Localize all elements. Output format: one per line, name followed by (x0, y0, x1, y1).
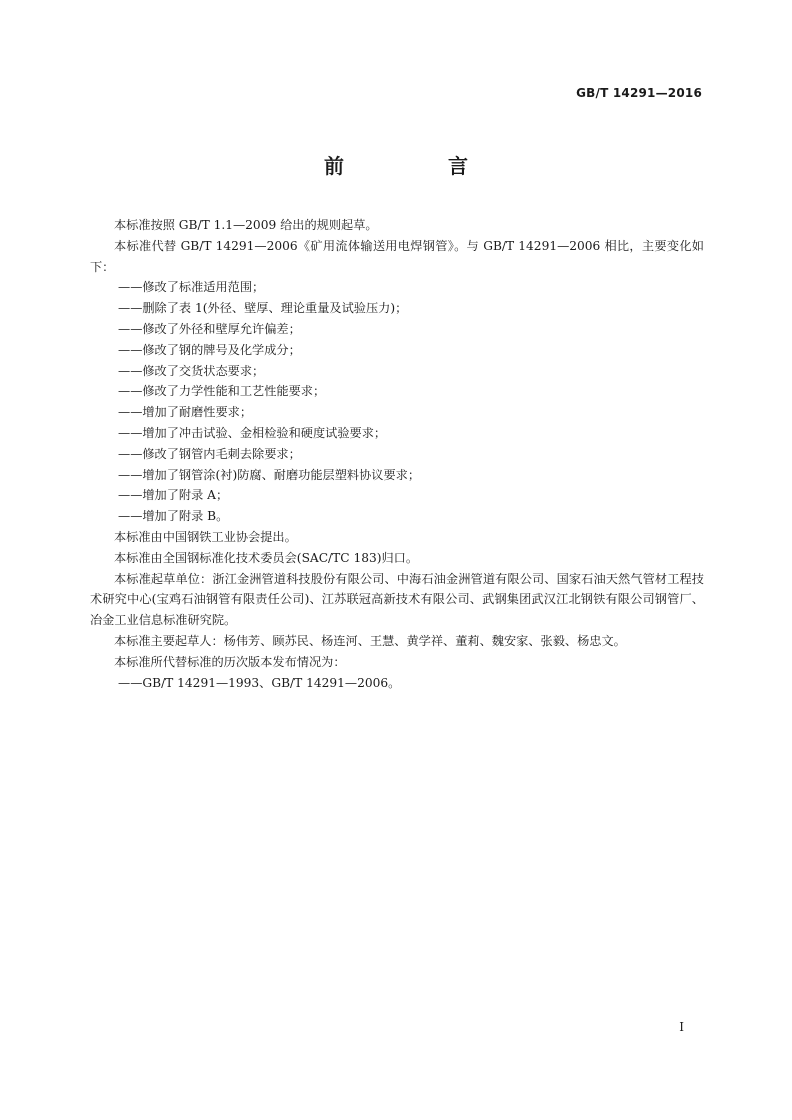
paragraph-drafters: 本标准主要起草人：杨伟芳、顾苏民、杨连河、王慧、黄学祥、董莉、魏安家、张毅、杨忠文。 (114, 633, 626, 648)
change-item: ——修改了标准适用范围； (118, 280, 265, 295)
paragraph-drafting-rules: 本标准按照 GB/T 1.1—2009 给出的规则起草。 (114, 218, 378, 232)
history-item: ——GB/T 14291—1993、GB/T 14291—2006。 (118, 675, 401, 690)
change-item: ——修改了交货状态要求； (118, 363, 265, 378)
change-item: ——修改了力学性能和工艺性能要求； (118, 384, 326, 399)
change-item: ——修改了外径和壁厚允许偏差； (118, 321, 301, 336)
change-item: ——增加了钢管涂(衬)防腐、耐磨功能层塑料协议要求； (118, 467, 421, 482)
page-title: 前 言 (324, 154, 510, 178)
paragraph-history-intro: 本标准所代替标准的历次版本发布情况为： (114, 654, 346, 669)
change-item: ——增加了附录 A； (118, 488, 229, 503)
paragraph-drafting-units: 本标准起草单位：浙江金洲管道科技股份有限公司、中海石油金洲管道有限公司、国家石油天然气管材工程技术研究中心(宝鸡石油钢管有限责任公司)、江苏联冠高新技术有限公司、武钢集团武汉江北钢铁有限公司钢管厂、冶金工业信息标准研究院。 (90, 571, 704, 628)
paragraph-replaces: 本标准代替 GB/T 14291—2006《矿用流体输送用电焊钢管》。与 GB/T 14291—2006 相比，主要变化如下： (90, 238, 704, 274)
foreword-body (90, 215, 704, 693)
change-item: ——修改了钢管内毛刺去除要求； (118, 446, 301, 461)
change-item: ——增加了冲击试验、金相检验和硬度试验要求； (118, 425, 387, 440)
page-number: I (679, 1020, 684, 1034)
change-item: ——删除了表 1(外径、壁厚、理论重量及试验压力)； (118, 301, 408, 316)
paragraph-administered-by: 本标准由全国钢标准化技术委员会(SAC/TC 183)归口。 (114, 550, 419, 565)
change-item: ——修改了钢的牌号及化学成分； (118, 342, 301, 357)
change-item: ——增加了附录 B。 (118, 509, 229, 524)
paragraph-proposed-by: 本标准由中国钢铁工业协会提出。 (114, 529, 297, 544)
standard-code: GB/T 14291—2016 (576, 86, 702, 100)
change-item: ——增加了耐磨性要求； (118, 405, 253, 420)
